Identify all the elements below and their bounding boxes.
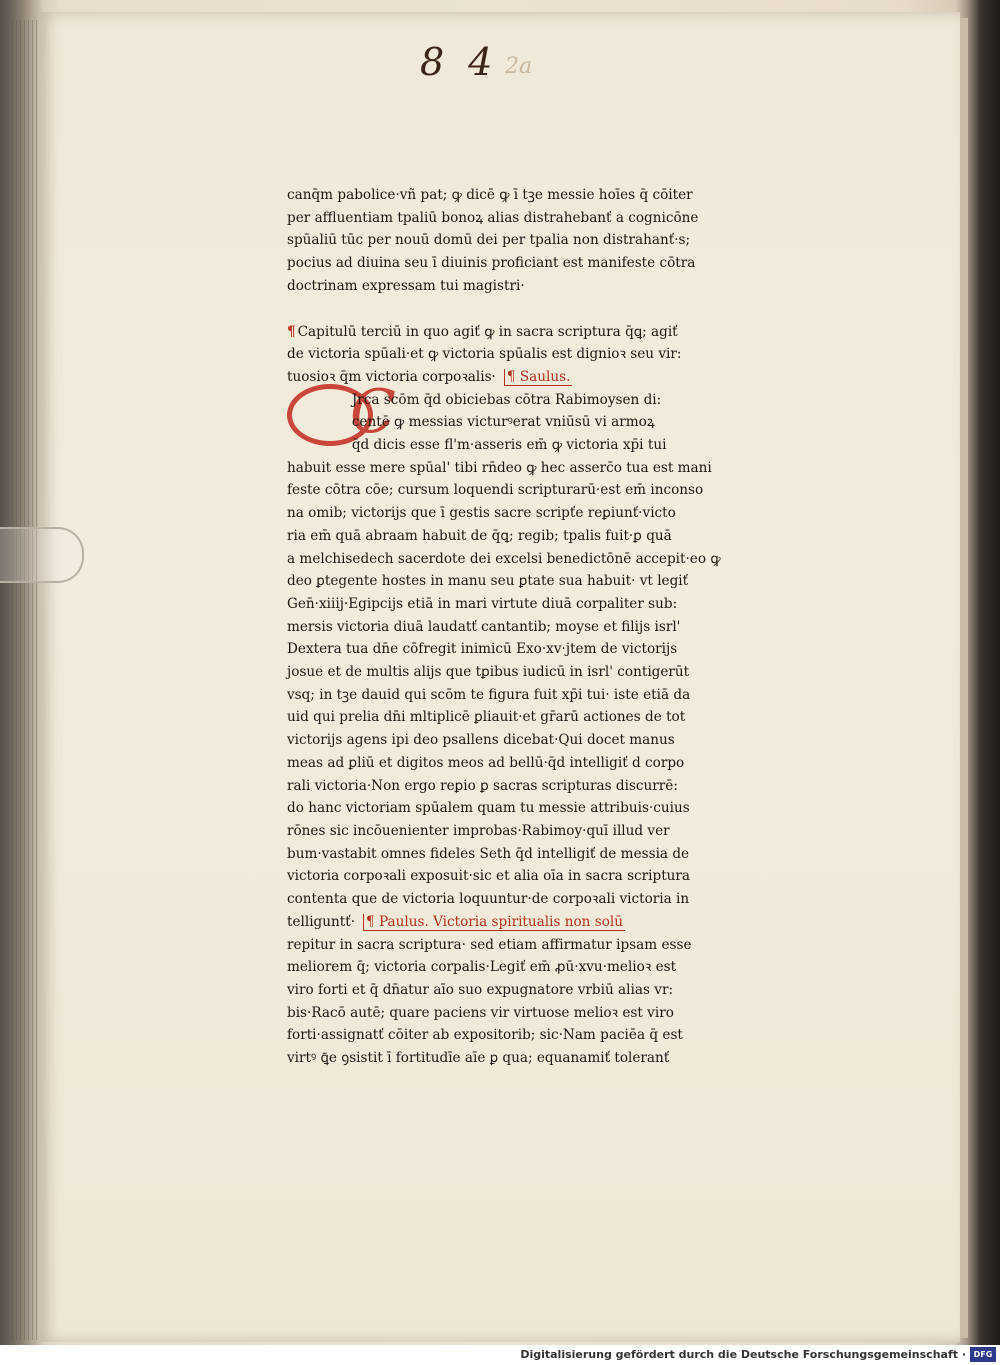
line-text: q̄d dicis esse fl'm·asseris em̄ ꝙ victoria xp̄i tui (287, 437, 667, 454)
line-text: feste cōtra cōe; cursum loquendi scripturarū·est em̄ inconso (287, 482, 704, 499)
line-text: rōnes sic incōuenienter improbas·Rabimoy·quī illud ver (287, 822, 670, 839)
text-line (287, 843, 797, 866)
line-text: meas ad ꝑliū et digitos meos ad bellū·q̄d intelligiť d corpo (287, 754, 685, 771)
line-text: Capitulū terciū in quo agiť ꝙ in sacra scriptura q̄ꝗ; agiť (297, 323, 678, 340)
line-text: a melchisedech sacerdote dei excelsi benedictōnē accepit·eo ꝙ (287, 550, 721, 567)
line-text: josue et de multis alijs que tꝑibus iudicū in isrl' contigerūt (287, 664, 690, 681)
line-text: centē ꝙ messias victurꝰerat vniūsū vi armoꝝ (287, 414, 655, 431)
text-line (287, 797, 797, 820)
line-text: bum·vastabit omnes fideles Seth q̄d intelligiť de messia de (287, 845, 690, 862)
text-line (287, 321, 797, 344)
text-line (287, 366, 797, 389)
line-text: forti·assignatť cōiter ab expositorib; sic·Nam paciēa q̄ est (287, 1027, 683, 1044)
text-line (287, 207, 797, 230)
text-line (287, 252, 797, 275)
text-line (287, 434, 797, 457)
page-clip-tab (0, 527, 84, 583)
rubric-mark: ¶ (287, 323, 296, 340)
text-line (287, 956, 797, 979)
line-text: virtꝰ ꝗ̄e ꝯsistit ī fortitudīe aīe ꝑ qua; equanamiť toleranť (287, 1050, 670, 1067)
marginal-rubric: ¶ Saulus. (504, 369, 573, 386)
line-text: per affluentiam tpaliū bonoꝝ alias distrahebanť a cognicōne (287, 209, 699, 226)
text-line (287, 661, 797, 684)
line-text: na omib; victorijs que ī gestis sacre scripťe reꝑiunť·victo (287, 505, 676, 522)
line-text: canq̄m pabolice·vñ pat; ꝙ dicē ꝙ ī tꝫe messie hoīes q̄ cōiter (287, 187, 693, 203)
text-line (287, 865, 797, 888)
text-line (287, 638, 797, 661)
text-line (287, 775, 797, 798)
text-line (287, 934, 797, 957)
text-line (287, 457, 797, 480)
line-text: mersis victoria diuā laudatť cantantib; moyse et filijs isrl' (287, 618, 681, 635)
text-line (287, 229, 797, 252)
text-line (287, 706, 797, 729)
line-text: victoria corpoꝛali exposuit·sic et alia oīa in sacra scriptura (287, 868, 691, 885)
line-text: tuosioꝛ q̄m victoria corpoꝛalis· (287, 368, 496, 385)
line-text: Dextera tua dn̄e cōfregit inimicū Exo·xv·jtem de victorijs (287, 641, 678, 658)
text-line (287, 275, 797, 298)
text-line (287, 684, 797, 707)
marginal-rubric: ¶ Paulus. Victoria spiritualis non solū (363, 914, 625, 931)
line-text: de victoria spūali·et ꝙ victoria spūalis est dignioꝛ seu vir: (287, 346, 682, 363)
text-line (287, 1002, 797, 1025)
line-text: telliguntť· (287, 913, 356, 930)
line-text: Gen̄·xiiij·Egipcijs etiā in mari virtute diuā corpaliter sub: (287, 595, 678, 612)
text-line (287, 548, 797, 571)
text-line (287, 729, 797, 752)
right-page-edge (960, 18, 968, 1338)
text-line (287, 616, 797, 639)
line-text: spūaliū tūc per nouū domū dei per tpalia non distrahanť·s; (287, 232, 691, 249)
line-text: vsq; in tꝫe dauid qui scōm te figura fuit xp̄i tui· iste etiā da (287, 686, 691, 703)
text-line (287, 593, 797, 616)
line-text: contenta que de victoria loquuntur·de corpoꝛali victoria in (287, 891, 690, 908)
text-line (287, 525, 797, 548)
text-line (287, 184, 797, 207)
line-text: ria em̄ quā abraam habuit de q̄ꝗ; regib; tpalis fuit·ꝑ quā (287, 527, 672, 544)
line-text: repitur in sacra scriptura· sed etiam affirmatur ipsam esse (287, 936, 692, 953)
footer-bar (0, 1345, 1000, 1365)
line-text: rali victoria·Non ergo reꝑio ꝑ sacras scripturas discurrē: (287, 777, 678, 794)
text-line (287, 343, 797, 366)
line-text: do hanc victoriam spūalem quam tu messie attribuis·cuius (287, 800, 690, 817)
line-text: habuit esse mere spūal' tibi rn̄deo ꝙ hec asserc̄o tua est mani (287, 459, 712, 476)
paragraph-gap (287, 298, 797, 321)
line-text: deo ꝑtegente hostes in manu seu ꝑtate sua habuit· vt legiť (287, 573, 689, 590)
line-text: pocius ad diuina seu ī diuinis proficiant est manifeste cōtra (287, 255, 696, 272)
faint-pencil-mark: 2a (505, 54, 533, 79)
text-line (287, 411, 797, 434)
dfg-logo: DFG (970, 1347, 996, 1362)
line-text: viro forti et q̄ dn̄atur aīo suo expugnatore vrbiū alias vr: (287, 981, 674, 998)
text-line (287, 979, 797, 1002)
text-line (287, 752, 797, 775)
text-line (287, 911, 797, 934)
line-text: doctrinam expressam tui magistri· (287, 277, 525, 294)
text-line (287, 479, 797, 502)
line-text: meliorem q̄; victoria corpalis·Legiť em̄ ꝓū·xvu·melioꝛ est (287, 959, 677, 976)
funding-notice: Digitalisierung gefördert durch die Deutsche Forschungsgemeinschaft · (520, 1348, 966, 1361)
line-text: Jrca scōm q̄d obiciebas cōtra Rabimoysen di: (287, 391, 662, 408)
decorated-initial-letter: C (350, 377, 396, 447)
text-line (287, 1047, 797, 1070)
text-line (287, 820, 797, 843)
text-line (287, 888, 797, 911)
page-text-block (287, 184, 797, 1070)
line-text: bis·Racō autē; quare paciens vir virtuose melioꝛ est viro (287, 1004, 674, 1021)
line-text: victorijs agens ipi deo psallens dicebat·Qui docet manus (287, 732, 675, 749)
folio-number: 8 4 (420, 40, 499, 84)
text-line (287, 570, 797, 593)
text-line (287, 1024, 797, 1047)
text-line (287, 502, 797, 525)
text-line (287, 389, 797, 412)
line-text: uid qui prelia dn̄i mltiplicē ꝑliauit·et gr̄arū actiones de tot (287, 709, 686, 726)
